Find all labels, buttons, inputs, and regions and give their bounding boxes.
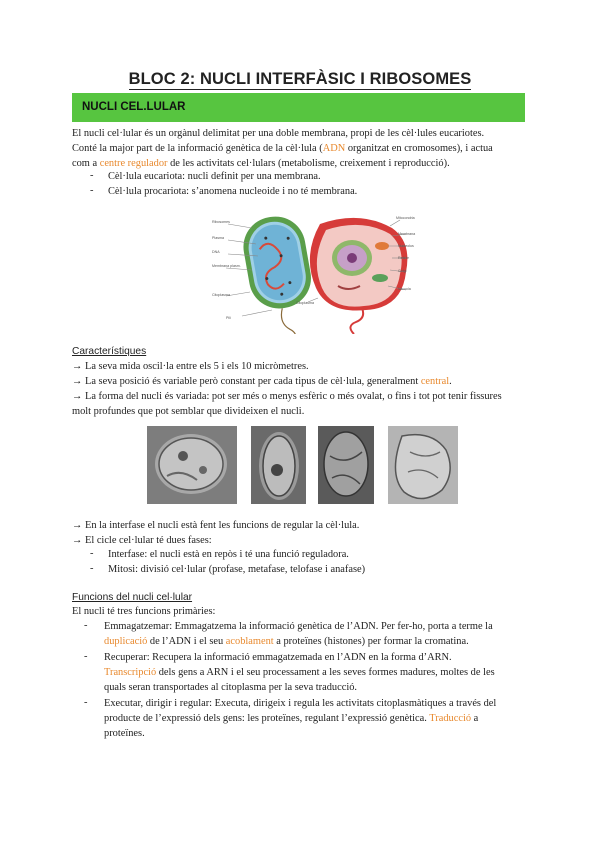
highlight-adn: ADN <box>322 143 346 154</box>
section-heading-nucli: NUCLI CEL.LULAR <box>82 101 186 113</box>
highlight-traduccio: Traducció <box>429 713 472 724</box>
diagram-label: Citoplasma <box>296 301 314 305</box>
micrograph-4 <box>388 426 458 504</box>
highlight-acoblament: acoblament <box>225 636 274 647</box>
micrograph-2 <box>251 426 306 504</box>
section-heading-band <box>72 93 525 122</box>
bullet-dash: - <box>90 563 94 574</box>
list-item: duplicació de l’ADN i el seu acoblament a proteïnes (histones) per formar la cromatina. <box>104 636 469 647</box>
list-item: Mitosi: divisió cel·lular (profase, metafase, telofase i anafase) <box>108 564 366 575</box>
diagram-label: DNA <box>212 250 220 254</box>
paragraph-line: com a centre regulador de les activitats cel·lulars (metabolisme, creixement i reproducció). <box>72 158 450 169</box>
paragraph-line: molt profundes que pot semblar que divideixen el nucli. <box>72 406 305 417</box>
diagram-label: Vacuola <box>398 287 411 291</box>
list-item: Emmagatzemar: Emmagatzema la informació genètica de l’ADN. Per fer-ho, porta a terme la <box>104 621 493 632</box>
highlight-transcripcio: Transcripció <box>104 667 157 678</box>
micrograph-3 <box>318 426 374 504</box>
paragraph-line: El nucli cel·lular és un orgànul delimitat per una doble membrana, propi de les cèl·lules eucariotes. <box>72 128 485 139</box>
page-title: BLOC 2: NUCLI INTERFÀSIC I RIBOSOMES <box>128 70 472 88</box>
bullet-dash: - <box>84 697 88 708</box>
list-item: Recuperar: Recupera la informació emmagatzemada en l’ADN en la forma d’ARN. <box>104 652 452 663</box>
diagram-label: Nucleolus <box>398 244 414 248</box>
list-item: Executar, dirigir i regular: Executa, dirigeix i regula les activitats citoplasmàtiques a través del <box>104 698 497 709</box>
highlight-duplicacio: duplicació <box>104 636 148 647</box>
cell-diagram-image <box>212 206 417 334</box>
paragraph-line: → La forma del nucli és variada: pot ser més o menys esfèric o més ovalat, o fins i tot pot tenir fissures <box>72 391 502 402</box>
list-item: proteïnes. <box>104 728 145 739</box>
paragraph-line: → La seva posició és variable però constant per cada tipus de cèl·lula, generalment central. <box>72 376 452 387</box>
paragraph-line: → El cicle cel·lular té dues fases: <box>72 535 212 546</box>
diagram-label: Mitocondria <box>396 216 415 220</box>
bullet-dash: - <box>84 651 88 662</box>
bullet-dash: - <box>90 185 94 196</box>
paragraph-line: Conté la major part de la informació genètica de la cèl·lula (ADN organitzat en cromosomes), i actua <box>72 143 493 154</box>
list-item: quals seran transportades al citoplasma per la seva traducció. <box>104 682 358 693</box>
highlight-centre-regulador: centre regulador <box>99 158 168 169</box>
diagram-label: Membrana <box>398 232 416 236</box>
paragraph-line: → En la interfase el nucli està fent les funcions de regular la cèl·lula. <box>72 520 360 531</box>
diagram-label: Citoplasma <box>212 293 230 297</box>
diagram-label: Ribosomes <box>212 220 230 224</box>
bullet-dash: - <box>84 620 88 631</box>
paragraph-line: → La seva mida oscil·la entre els 5 i els 10 micròmetres. <box>72 361 309 372</box>
micrograph-1 <box>147 426 237 504</box>
section-heading-caracteristiques: Característiques <box>72 346 147 357</box>
diagram-label: Pili <box>226 316 231 320</box>
list-item: Cèl·lula eucariota: nucli definit per una membrana. <box>108 171 321 182</box>
list-item: Interfase: el nucli està en repòs i té una funció reguladora. <box>108 549 349 560</box>
diagram-label: Golgi <box>398 269 407 273</box>
list-item: producte de l’expressió dels gens: les proteïnes, regulant l’expressió genètica. Traducció a <box>104 713 479 724</box>
diagram-label: Reticle <box>398 256 409 260</box>
list-item: Transcripció dels gens a ARN i el seu processament a les seves formes madures, moltes de les <box>104 667 495 678</box>
diagram-label: Plasma <box>212 236 224 240</box>
highlight-central: central <box>420 376 450 387</box>
bullet-dash: - <box>90 548 94 559</box>
section-heading-funcions: Funcions del nucli cel·lular <box>72 592 193 603</box>
paragraph-line: El nucli té tres funcions primàries: <box>72 606 216 617</box>
diagram-label: Membrana plasm. <box>212 264 241 268</box>
list-item: Cèl·lula procariota: s’anomena nucleoide i no té membrana. <box>108 186 358 197</box>
bullet-dash: - <box>90 170 94 181</box>
